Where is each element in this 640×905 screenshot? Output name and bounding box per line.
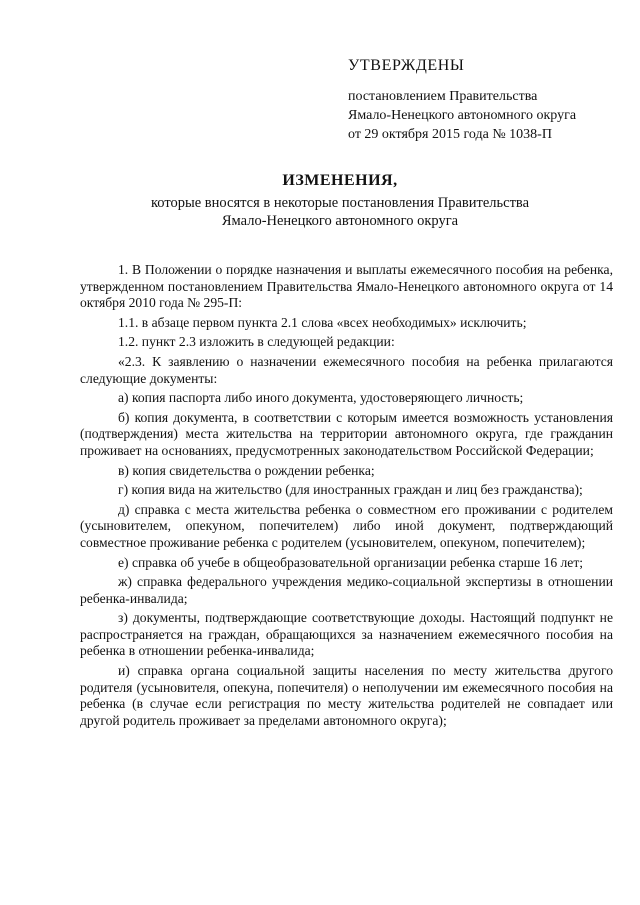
body-paragraph: 1.2. пункт 2.3 изложить в следующей редакции: [118, 334, 395, 350]
body-paragraph: 1. В Положении о порядке назначения и выплаты ежемесячного пособия на ребенка, утвержденном постановлением Правительства Ямало-Ненецкого автономного округа от 14 октября 2010 года № 295-П: [80, 262, 613, 311]
body-paragraph: б) копия документа, в соответствии с которым имеется возможность установления (подтверждения) места жительства на территории автономного округа, где гражданин проживает на основаниях, предусмотренных законодательством Российской Федерации; [80, 409, 613, 458]
body-paragraph: а) копия паспорта либо иного документа, удостоверяющего личность; [118, 390, 524, 406]
approval-line: постановлением Правительства [348, 89, 538, 104]
document-subtitle-line: которые вносятся в некоторые постановления Правительства [150, 195, 530, 211]
approval-line: Ямало-Ненецкого автономного округа [348, 108, 577, 123]
document-heading [60, 172, 620, 230]
body-paragraph: в) копия свидетельства о рождении ребенка; [118, 462, 375, 478]
body-paragraph: 1.1. в абзаце первом пункта 2.1 слова «всех необходимых» исключить; [118, 314, 527, 330]
body-paragraph: и) справка органа социальной защиты населения по месту жительства другого родителя (усыновителя, опекуна, попечителя) о неполучении им ежемесячного пособия на ребенка (в случае если регистрация по месту жительства родителей не совпадает или другой родитель проживает за пределами автономного округа); [80, 663, 613, 728]
body-paragraph: «2.3. К заявлению о назначении ежемесячного пособия на ребенка прилагаются следующие документы: [80, 353, 613, 386]
approval-title: УТВЕРЖДЕНЫ [348, 57, 465, 74]
approval-line: от 29 октября 2015 года № 1038-П [348, 127, 552, 142]
body-paragraph: г) копия вида на жительство (для иностранных граждан и лиц без гражданства); [118, 482, 583, 498]
body-paragraph: з) документы, подтверждающие соответствующие доходы. Настоящий подпункт не распространяется на граждан, обращающихся за назначением ежемесячного пособия на ребенка в отношении ребенка-инвалида; [80, 610, 613, 659]
document-title: ИЗМЕНЕНИЯ, [282, 172, 398, 189]
body-paragraph: ж) справка федерального учреждения медико-социальной экспертизы в отношении ребенка-инвалида; [80, 574, 613, 606]
document-body [80, 262, 613, 732]
approval-block [348, 56, 576, 144]
body-paragraph: е) справка об учебе в общеобразовательной организации ребенка старше 16 лет; [118, 554, 584, 570]
document-subtitle-line: Ямало-Ненецкого автономного округа [221, 213, 459, 229]
body-paragraph: д) справка с места жительства ребенка о совместном его проживании с родителем (усыновителем, опекуном, попечителем) либо иной документ, подтверждающий совместное проживание ребенка с родителем (усыновителем, опекуном, попечителем); [80, 501, 613, 550]
